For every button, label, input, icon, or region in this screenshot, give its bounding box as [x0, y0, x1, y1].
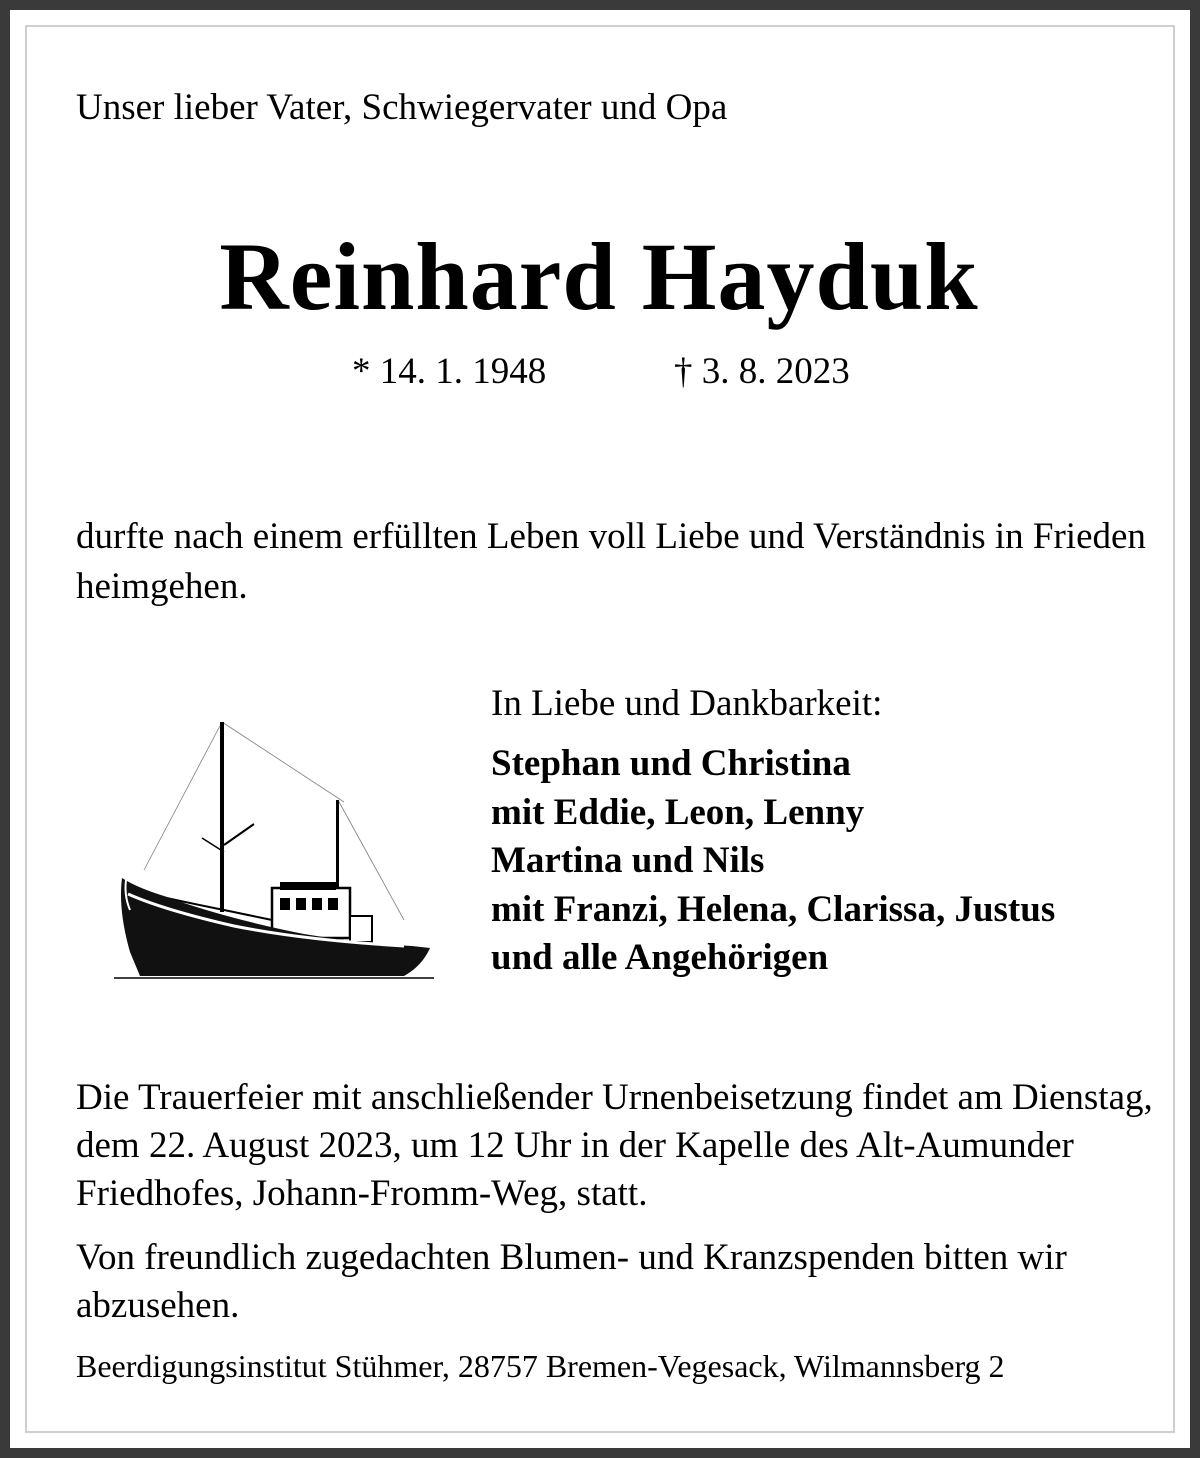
family-line: mit Franzi, Helena, Clarissa, Justus: [491, 888, 1056, 930]
funeral-details: Die Trauerfeier mit anschließender Urnenbeisetzung findet am Dienstag, dem 22. August 2023, um 12 Uhr in der Kapelle des Alt-Aumunder Friedhofes, Johann-Fromm-Weg, statt.: [76, 1077, 1153, 1214]
body-text: durfte nach einem erfüllten Leben voll Liebe und Verständnis in Frieden heimgehen.: [76, 516, 1146, 607]
flowers-request: Von freundlich zugedachten Blumen- und Kranzspenden bitten wir abzusehen.: [76, 1237, 1067, 1326]
notice-content: [34, 34, 1164, 1424]
intro-line: Unser lieber Vater, Schwiegervater und Opa: [76, 87, 728, 128]
notice-card: [10, 10, 1190, 1448]
family-line: Martina und Nils: [491, 840, 765, 881]
birth-date: * 14. 1. 1948: [352, 351, 547, 392]
undertaker-info: Beerdigungsinstitut Stühmer, 28757 Bremen-Vegesack, Wilmannsberg 2: [76, 1348, 1005, 1384]
family-line: und alle Angehörigen: [491, 937, 829, 978]
death-date: † 3. 8. 2023: [674, 351, 850, 392]
family-line: mit Eddie, Leon, Lenny: [491, 791, 865, 833]
thanks-heading: In Liebe und Dankbarkeit:: [491, 683, 883, 724]
ship-icon: [104, 720, 434, 982]
deceased-name: Reinhard Hayduk: [219, 223, 979, 330]
family-list: [491, 740, 1055, 983]
family-line: Stephan und Christina: [491, 743, 851, 784]
